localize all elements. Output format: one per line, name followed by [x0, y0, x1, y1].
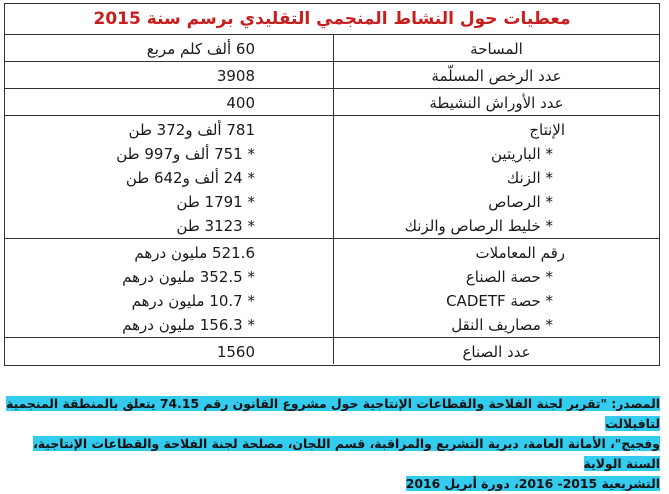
row-label: عدد الصناع — [333, 338, 659, 364]
row-value: 3908 — [216, 67, 255, 85]
data-table — [4, 3, 660, 366]
production-values — [5, 116, 333, 238]
row-label: * حصة الصناع — [465, 268, 553, 286]
row-label: * الباريتين — [491, 145, 553, 163]
row-value: 1560 — [216, 343, 255, 361]
row-value: * 24 ألف و642 طن — [125, 169, 255, 187]
source-line: المصدر: "تقرير لجنة الفلاحة والقطاعات الإنتاجية حول مشروع القانون رقم 74.15 يتعلق بالمنطقة المنجمية لتافيلالت — [6, 396, 660, 431]
row-value: 521.6 مليون درهم — [134, 244, 255, 262]
row-label: رقم المعاملات — [475, 244, 565, 262]
turnover-values — [5, 239, 333, 337]
source-line: وفجيج"، الأمانة العامة، ديرية التشريع والمراقبة، قسم اللجان، مصلحة لجنة الفلاحة والقطاعات الإنتاجية، السنة الولاية — [33, 436, 660, 471]
row-value: * 1791 طن — [176, 193, 255, 211]
source-note — [0, 394, 660, 494]
table-row-turnover — [5, 239, 659, 338]
row-value: * 751 ألف و997 طن — [116, 145, 255, 163]
table-row-worksites — [5, 89, 659, 116]
row-label: المساحة — [333, 35, 659, 61]
table-row-production — [5, 116, 659, 239]
row-label: * حصة CADETF — [446, 292, 553, 310]
turnover-labels — [333, 239, 659, 337]
table-title: معطيات حول النشاط المنجمي التقليدي برسم سنة 2015 — [5, 4, 659, 35]
table-row-area — [5, 35, 659, 62]
row-value: * 352.5 مليون درهم — [122, 268, 255, 286]
row-value: 400 — [226, 94, 255, 112]
production-labels — [333, 116, 659, 238]
row-label: * مصاريف النقل — [451, 316, 553, 334]
row-label: عدد الأوراش النشيطة — [333, 89, 659, 115]
row-value: * 3123 طن — [176, 217, 255, 235]
source-line: التشريعية 2015- 2016، دورة أبريل 2016 — [405, 476, 660, 491]
row-value: 781 ألف و372 طن — [128, 121, 255, 139]
row-label: * خليط الرصاص والزنك — [404, 217, 553, 235]
row-label: عدد الرخص المسلّمة — [333, 62, 659, 88]
row-label: * الرصاص — [488, 193, 553, 211]
row-value: * 10.7 مليون درهم — [131, 292, 255, 310]
row-label: الإنتاج — [529, 121, 565, 139]
row-value: 60 ألف كلم مربع — [146, 40, 255, 58]
table-row-artisans — [5, 338, 659, 364]
row-label: * الزنك — [506, 169, 553, 187]
row-value: * 156.3 مليون درهم — [122, 316, 255, 334]
table-row-licenses — [5, 62, 659, 89]
